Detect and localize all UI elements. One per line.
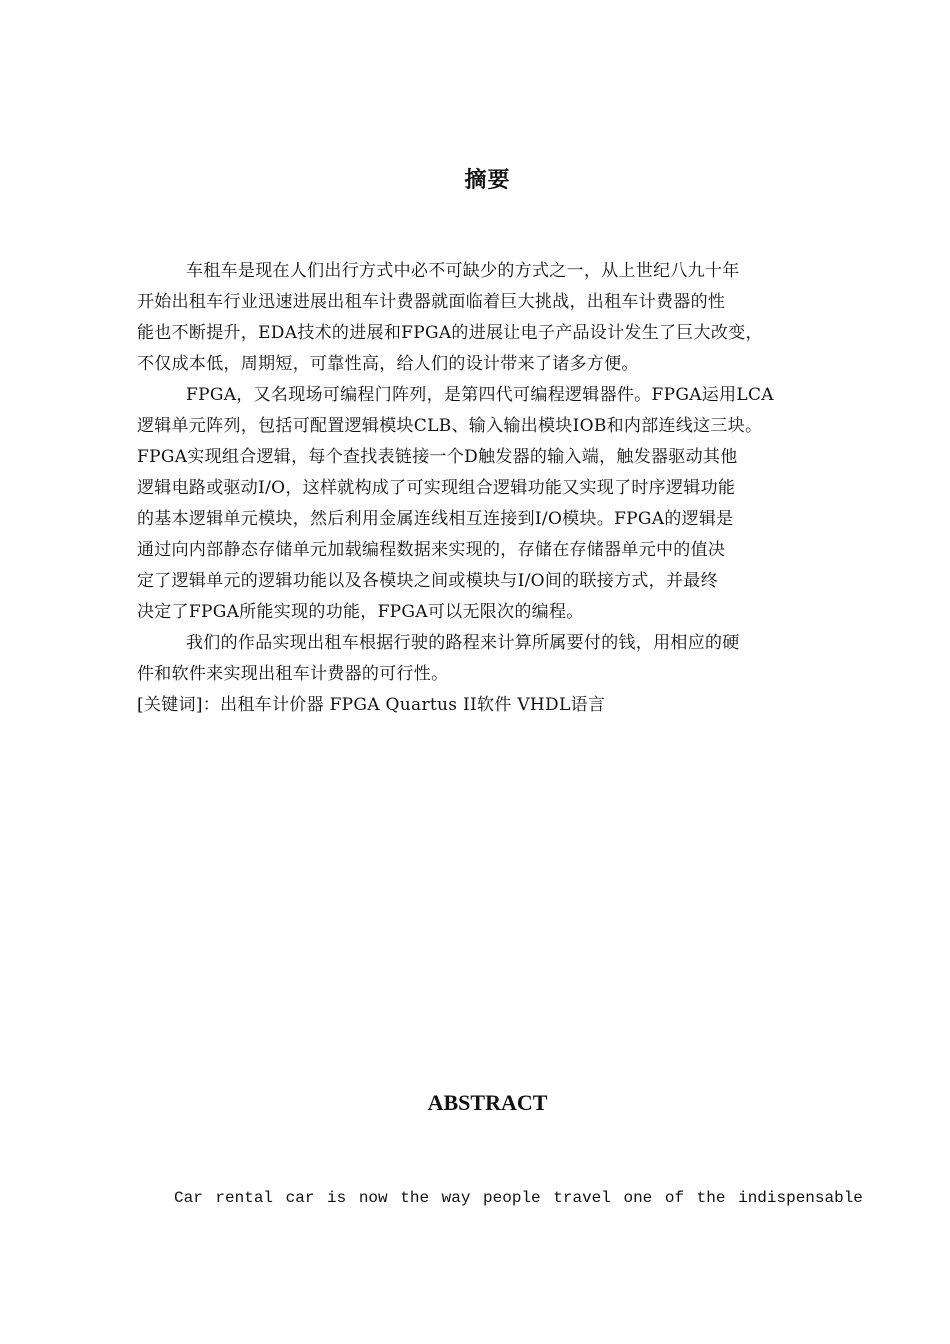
- abstract-heading-en: ABSTRACT: [427, 1090, 548, 1115]
- abstract-line: 开始出租车行业迅速进展出租车计费器就面临着巨大挑战，出租车计费器的性: [137, 292, 726, 312]
- abstract-line: 逻辑单元阵列，包括可配置逻辑模块CLB、输入输出模块IOB和内部连线这三块。: [137, 416, 763, 436]
- abstract-line: 逻辑电路或驱动I/O，这样就构成了可实现组合逻辑功能又实现了时序逻辑功能: [137, 478, 736, 498]
- abstract-line: 通过向内部静态存储单元加载编程数据来实现的，存储在存储器单元中的值决: [137, 540, 726, 560]
- abstract-line: 件和软件来实现出租车计费器的可行性。: [137, 664, 449, 684]
- abstract-line: FPGA，又名现场可编程门阵列，是第四代可编程逻辑器件。FPGA运用LCA: [186, 385, 774, 405]
- abstract-body-cn: [137, 256, 857, 721]
- abstract-line: 我们的作品实现出租车根据行驶的路程来计算所属要付的钱，用相应的硬: [186, 633, 740, 653]
- abstract-line: 的基本逻辑单元模块，然后利用金属连线相互连接到I/O模块。FPGA的逻辑是: [137, 509, 734, 529]
- abstract-line: 不仅成本低，周期短，可靠性高，给人们的设计带来了诸多方便。: [137, 354, 639, 374]
- keywords-line: [关键词]：出租车计价器 FPGA Quartus II软件 VHDL语言: [137, 695, 606, 715]
- abstract-line: FPGA实现组合逻辑，每个查找表链接一个D触发器的输入端，触发器驱动其他: [137, 447, 738, 467]
- abstract-line: 车租车是现在人们出行方式中必不可缺少的方式之一，从上世纪八九十年: [186, 261, 740, 281]
- abstract-line: 能也不断提升，EDA技术的进展和FPGA的进展让电子产品设计发生了巨大改变，: [137, 323, 763, 343]
- abstract-line: 决定了FPGA所能实现的功能，FPGA可以无限次的编程。: [137, 602, 584, 622]
- abstract-heading-cn: 摘要: [464, 168, 511, 193]
- abstract-body-en: Car rental car is now the way people travel one of the indispensable: [174, 1189, 863, 1207]
- abstract-line: 定了逻辑单元的逻辑功能以及各模块之间或模块与I/O间的联接方式，并最终: [137, 571, 718, 591]
